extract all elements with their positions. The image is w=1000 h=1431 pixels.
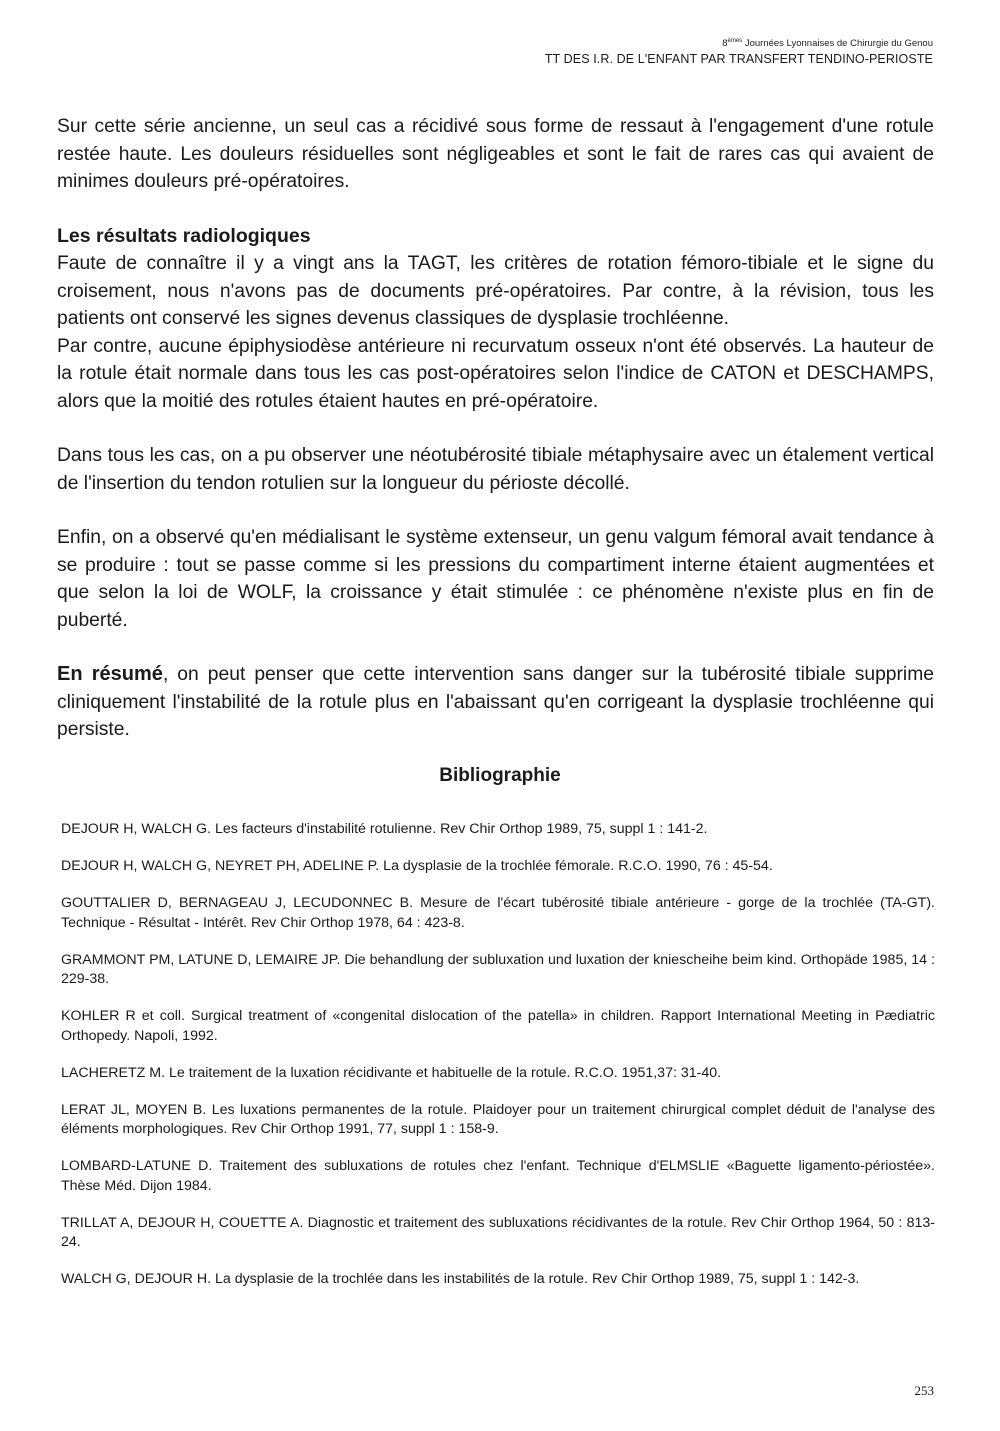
- bibliography-entry: LACHERETZ M. Le traitement de la luxation récidivante et habituelle de la rotule. R.C.O. 1951,37: 31-40.: [61, 1064, 722, 1081]
- paragraph-neotuberosity: Dans tous les cas, on a pu observer une néotubérosité tibiale métaphysaire avec un étalement vertical de l'insertion du tendon rotulien sur la longueur du périoste décollé.: [57, 445, 934, 494]
- bibliography-list: [61, 820, 935, 1307]
- bibliography-entry: DEJOUR H, WALCH G. Les facteurs d'instabilité rotulienne. Rev Chir Orthop 1989, 75, suppl 1 : 141-2.: [61, 821, 708, 837]
- event-name: Journées Lyonnaises de Chirurgie du Genou: [744, 38, 933, 50]
- bibliography-entry: KOHLER R et coll. Surgical treatment of «congenital dislocation of the patella» in children. Rapport International Meeting in Pædiatric Orthopedy. Napoli, 1992.: [61, 1008, 935, 1044]
- bibliography-entry: DEJOUR H, WALCH G, NEYRET PH, ADELINE P. La dysplasie de la trochlée fémorale. R.C.O. 1990, 76 : 45-54.: [61, 858, 773, 874]
- running-header: [545, 38, 933, 66]
- bibliography-entry: LERAT JL, MOYEN B. Les luxations permanentes de la rotule. Plaidoyer pour un traitement chirurgical complet déduit de l'analyse des éléments morphologiques. Rev Chir Orthop 1991, 77, suppl 1 : 158-9.: [61, 1101, 935, 1137]
- bibliography-entry: WALCH G, DEJOUR H. La dysplasie de la trochlée dans les instabilités de la rotule. Rev Chir Orthop 1989, 75, suppl 1 : 142-3.: [61, 1271, 860, 1287]
- summary-text: , on peut penser que cette intervention sans danger sur la tubérosité tibiale supprime cliniquement l'instabilité de la rotule plus en l'abaissant qu'en corrigeant la dysplasie trochléenne qui persiste.: [57, 664, 935, 740]
- paragraph-radiological-1: Faute de connaître il y a vingt ans la TAGT, les critères de rotation fémoro-tibiale et le signe du croisement, nous n'avons pas de documents pré-opératoires. Par contre, à la révision, tous les patients ont conservé les signes devenus classiques de dysplasie trochléenne.: [57, 253, 934, 329]
- edition-suffix: èmes: [727, 38, 743, 44]
- paragraph-summary: [57, 661, 934, 744]
- bibliography-entry: GRAMMONT PM, LATUNE D, LEMAIRE JP. Die behandlung der subluxation und luxation der kniescheihe beim kind. Orthopäde 1985, 14 : 229-38.: [61, 951, 935, 987]
- section-heading-radiological: Les résultats radiologiques: [57, 224, 311, 247]
- paragraph-radiological-2: Par contre, aucune épiphysiodèse antérieure ni recurvatum osseux n'ont été observés. La hauteur de la rotule était normale dans tous les cas post-opératoires selon l'indice de CATON et DESCHAMPS, alors que la moitié des rotules étaient hautes en pré-opératoire.: [57, 335, 934, 412]
- bibliography-entry: TRILLAT A, DEJOUR H, COUETTE A. Diagnostic et traitement des subluxations récidivantes de la rotule. Rev Chir Orthop 1964, 50 : 813-24.: [61, 1214, 935, 1250]
- running-title: TT DES I.R. DE L'ENFANT PAR TRANSFERT TENDINO-PERIOSTE: [544, 52, 933, 67]
- page-number: 253: [914, 1383, 934, 1398]
- paragraph-intro: Sur cette série ancienne, un seul cas a récidivé sous forme de ressaut à l'engagement d'une rotule restée haute. Les douleurs résiduelles sont négligeables et sont le fait de rares cas qui avaient de minimes douleurs pré-opératoires.: [57, 116, 934, 192]
- summary-lead: En résumé: [57, 663, 163, 685]
- paragraph-genu-valgum: Enfin, on a observé qu'en médialisant le système extenseur, un genu valgum fémoral avait tendance à se produire : tout se passe comme si les pressions du compartiment interne étaient augmentées et que selon la loi de WOLF, la croissance y était stimulée : ce phénomène n'existe plus en fin de puberté.: [57, 527, 934, 631]
- bibliography-entry: GOUTTALIER D, BERNAGEAU J, LECUDONNEC B. Mesure de l'écart tubérosité tibiale antérieure - gorge de la trochlée (TA-GT). Technique - Résultat - Intérêt. Rev Chir Orthop 1978, 64 : 423-8.: [61, 895, 935, 931]
- edition-number: 8: [722, 38, 728, 50]
- bibliography-title: Bibliographie: [439, 765, 561, 786]
- article-body: [57, 113, 934, 744]
- conference-name: [545, 38, 933, 50]
- bibliography-entry: LOMBARD-LATUNE D. Traitement des subluxations de rotules chez l'enfant. Technique d'ELMSLIE «Baguette ligamento-périostée». Thèse Méd. Dijon 1984.: [61, 1158, 935, 1194]
